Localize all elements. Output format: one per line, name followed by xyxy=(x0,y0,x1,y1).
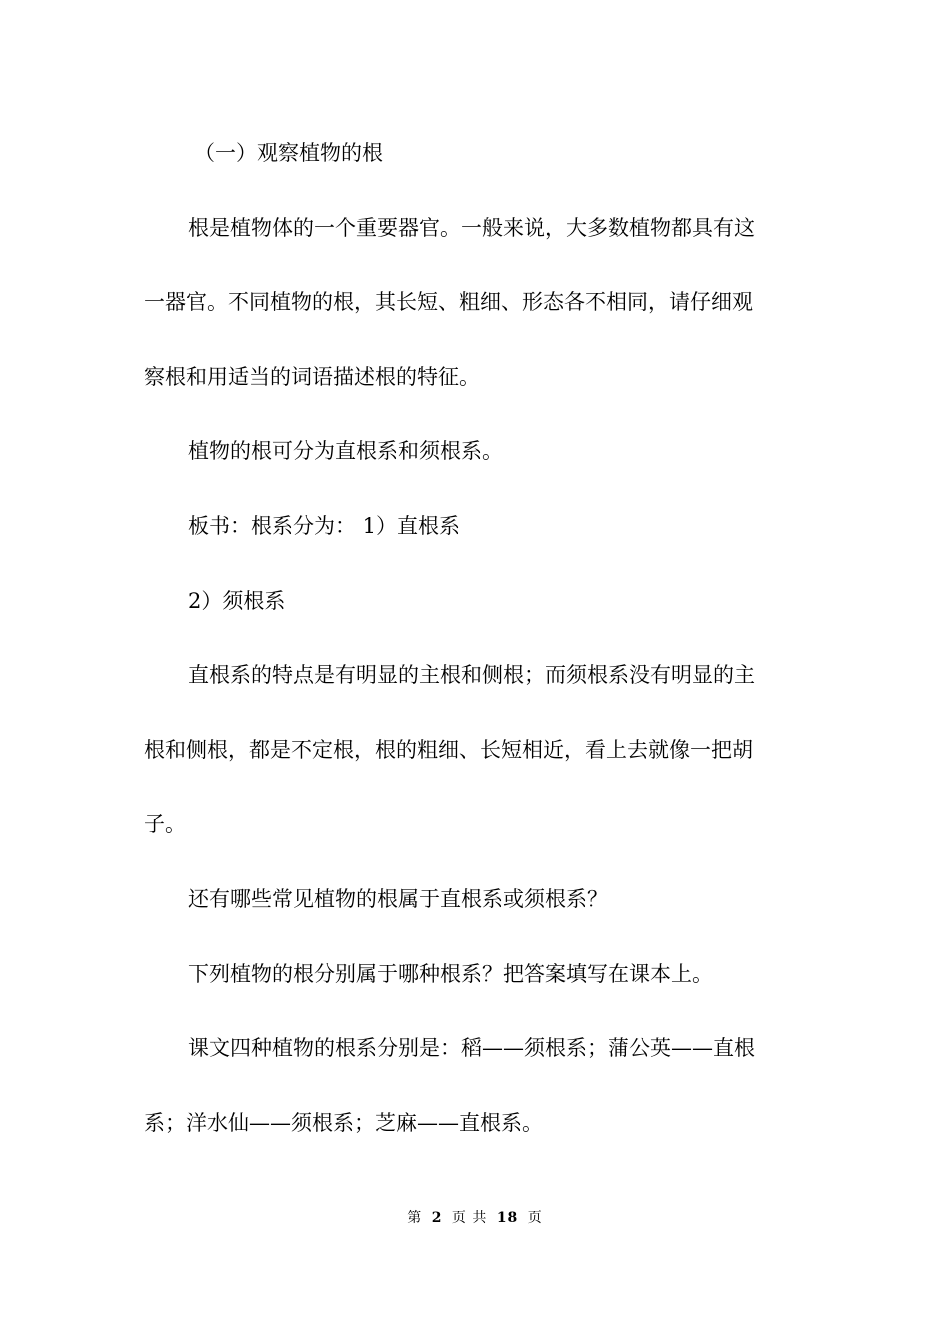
paragraph-line: 子。 xyxy=(144,812,186,837)
footer-total-pages: 18 xyxy=(496,1210,519,1226)
document-body xyxy=(144,131,806,1175)
paragraph-line: 根和侧根，都是不定根，根的粗细、长短相近，看上去就像一把胡 xyxy=(144,737,753,762)
paragraph-line: 系；洋水仙——须根系；芝麻——直根系。 xyxy=(144,1110,543,1135)
paragraph-line: 一器官。不同植物的根，其长短、粗细、形态各不相同，请仔细观 xyxy=(144,290,753,315)
paragraph-line: 根是植物体的一个重要器官。一般来说，大多数植物都具有这 xyxy=(188,215,755,240)
paragraph-line: 板书：根系分为： 1）直根系 xyxy=(188,513,461,538)
footer-prefix: 第 xyxy=(407,1210,423,1226)
page-footer xyxy=(0,1208,950,1228)
footer-page-number: 2 xyxy=(431,1210,443,1226)
paragraph-line: 2）须根系 xyxy=(188,588,286,613)
paragraph-line: 植物的根可分为直根系和须根系。 xyxy=(188,439,503,464)
paragraph-line: 课文四种植物的根系分别是：稻——须根系；蒲公英——直根 xyxy=(188,1036,755,1061)
section-heading: （一）观察植物的根 xyxy=(194,141,383,165)
paragraph-line: 直根系的特点是有明显的主根和侧根；而须根系没有明显的主 xyxy=(188,663,755,688)
paragraph-line: 察根和用适当的词语描述根的特征。 xyxy=(144,364,480,389)
paragraph-line: 还有哪些常见植物的根属于直根系或须根系？ xyxy=(188,886,608,911)
footer-suffix: 页 xyxy=(527,1210,543,1226)
footer-middle: 页 共 xyxy=(451,1210,488,1226)
paragraph-line: 下列植物的根分别属于哪种根系？把答案填写在课本上。 xyxy=(188,961,713,986)
